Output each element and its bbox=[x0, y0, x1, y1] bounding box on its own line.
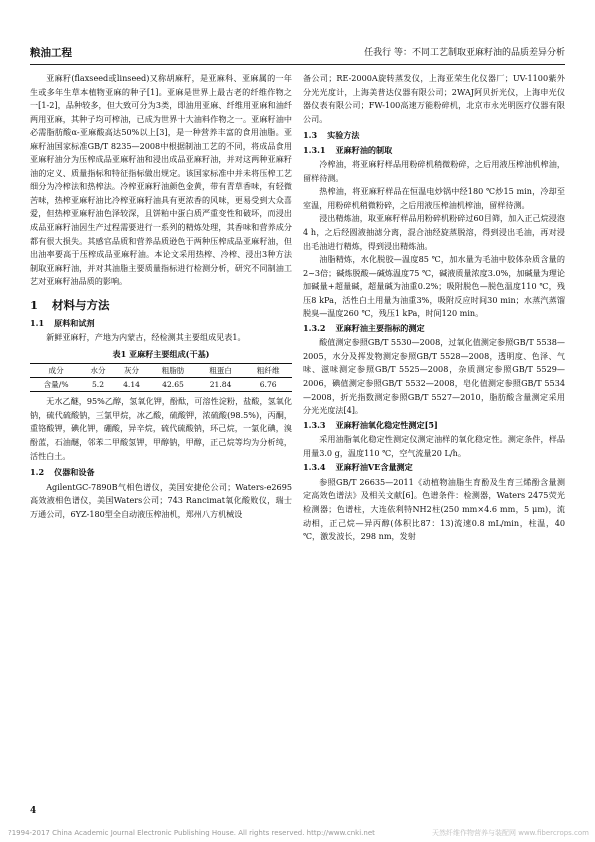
subsubsection-title: 亚麻籽油氧化稳定性测定[5] bbox=[335, 419, 438, 430]
left-column bbox=[30, 72, 292, 521]
cold-press-paragraph: 冷榨油，将亚麻籽样品用粉碎机稍微粉碎，之后用液压榨油机榨油，留样待测。 bbox=[303, 159, 565, 183]
equipment-paragraph: AgilentGC-7890B气相色谱仪，美国安捷伦公司；Waters-e2695高效液相色谱仪，美国Waters公司；743 Rancimat氧化酸败仪，瑞士万通公司，6YZ-180型全自动液压榨油机，郑州八方机械设 bbox=[30, 481, 292, 519]
section-heading-materials bbox=[30, 297, 292, 313]
copyright-notice: ?1994-2017 China Academic Journal Electronic Publishing House. All rights reserved. http://www.cnki.net bbox=[8, 829, 375, 837]
subsubsection-number: 1.3.1 bbox=[303, 144, 326, 155]
equipment-continued-paragraph: 备公司；RE-2000A旋转蒸发仪，上海亚荣生化仪器厂；UV-1100紫外分光光度计，上海美普达仪器有限公司；2WAJ阿贝折光仪，上海申光仪器仪表有限公司；FW-100高速万能粉碎机，北京市永光明医疗仪器有限公司。 bbox=[303, 73, 565, 124]
indicators-paragraph: 酸值测定参照GB/T 5530—2008，过氧化值测定参照GB/T 5538—2005，水分及挥发物测定参照GB/T 5528—2008，透明度、色泽、气味、滋味测定参照GB/T 5525—2008，杂质测定参照GB/T 5529—2006，碘值测定参照GB/T 5532—2008，皂化值测定参照GB/T 5534—2008，折光指数测定参照GB/T 5527—2010，脂肪酸含量测定采用分光光度法[4]。 bbox=[303, 337, 565, 416]
subsection-heading-methods bbox=[303, 129, 565, 143]
table-row-label: 含量/% bbox=[43, 380, 69, 390]
page-number: 4 bbox=[30, 806, 37, 816]
watermark-text: 天然纤维作物营养与装配网 www.fibercrops.com bbox=[432, 829, 589, 837]
table-header-cell: 粗纤维 bbox=[256, 366, 280, 376]
table-header-row bbox=[30, 364, 292, 378]
page-footer bbox=[0, 826, 595, 842]
subsection-title: 仪器和设备 bbox=[54, 467, 95, 478]
subsection-title: 原料和试剂 bbox=[54, 317, 95, 328]
subsubsection-number: 1.3.4 bbox=[303, 462, 326, 473]
table-header-cell: 水分 bbox=[90, 366, 106, 376]
page-header bbox=[30, 44, 565, 65]
subsection-number: 1.2 bbox=[30, 467, 45, 478]
raw-materials-paragraph: 新鲜亚麻籽，产地为内蒙古，经检测其主要组成见表1。 bbox=[46, 332, 246, 343]
subsubsection-heading-indicators bbox=[303, 322, 565, 336]
subsubsection-title: 亚麻籽油主要指标的测定 bbox=[335, 322, 425, 333]
section-number: 1 bbox=[30, 297, 39, 312]
composition-table bbox=[30, 363, 292, 392]
oxidative-stability-paragraph: 采用油脂氧化稳定性测定仪测定油样的氧化稳定性。测定条件，样品用量3.0 g，温度110 ℃，空气流量20 L/h。 bbox=[303, 434, 565, 458]
solvent-extraction-paragraph: 浸出精炼油，取亚麻籽样品用粉碎机粉碎过60目筛，加入正己烷浸泡4 h，之后经圆液抽滤分离，混合油经旋蒸脱溶，得到浸出毛油，再对浸出毛油进行精炼，得到浸出精炼油。 bbox=[303, 213, 565, 251]
table-caption: 表1 亚麻籽主要组成(干基) bbox=[112, 348, 210, 359]
table-header-cell: 成分 bbox=[48, 366, 64, 376]
intro-paragraph: 亚麻籽(flaxseed或linseed)又称胡麻籽，是亚麻科、亚麻属的一年生或多年生草本植物亚麻的种子[1]。亚麻是世界上最古老的纤维作物之一[1-2]，品种较多，但大致可分为3类，即油用亚麻、纤维用亚麻和油纤两用亚麻，其种子均可榨油，已成为世界十大油料作物之一。亚麻籽油中必需脂肪酸α-亚麻酸高达50%以上[3]，是一种营养丰富的食用油脂。亚麻籽油国家标准GB/T 8235—2008中根据制油工艺的不同，将成品食用亚麻籽油分为压榨成品亚麻籽油和浸出成品亚麻籽油，并对这两种亚麻籽油的定义、质量指标和特征指标做出规定。该国家标准中并未将压榨工艺细分为冷榨法和热榨法。冷榨亚麻籽油颜色金黄，带有青草香味，有轻微苦味，热榨亚麻籽油比冷榨亚麻籽油具有更浓香的风味，更易受到大众喜爱，但热榨亚麻籽油色泽较深，且饼粕中蛋白质严重变性和破坏，而浸出成品亚麻籽油因生产过程需要进行一系列的精炼处理，其香味和营养成分都有很大损失。其感官品质和营养品质逊色于两种压榨成品亚麻籽油，但出油率要高于压榨成品亚麻籽油。本论文采用热榨、冷榨、浸出3种方法制取亚麻籽油，并对其油脂主要质量指标进行检测分析，研究不同制油工艺对亚麻籽油品质的影响。 bbox=[30, 73, 292, 287]
subsection-number: 1.1 bbox=[30, 317, 45, 328]
reagents-paragraph: 无水乙醚，95%乙醇，氢氧化钾，酚酞，可溶性淀粉，盐酸，氢氧化钠，硫代硫酸钠，三氯甲烷，冰乙酸，硫酸钾，浓硫酸(98.5%)，丙酮，重铬酸钾，碘化钾，硼酸，异辛烷，硫代硫酸钠，环己烷，一氯化碘，溴酚蓝，石油醚，邻苯二甲酸氢钾，甲醇钠，甲醇，正己烷等均为分析纯，活性白土。 bbox=[30, 396, 292, 461]
table-header-cell: 灰分 bbox=[123, 366, 140, 376]
subsubsection-number: 1.3.2 bbox=[303, 322, 326, 333]
table-cell: 6.76 bbox=[259, 380, 277, 390]
hot-press-paragraph: 热榨油，将亚麻籽样品在恒温电炒锅中经180 ℃炒15 min，冷却至室温，用粉碎机稍微粉碎，之后用液压榨油机榨油，留样待测。 bbox=[303, 186, 565, 210]
table-header-cell: 粗蛋白 bbox=[209, 366, 232, 376]
table-cell: 42.65 bbox=[162, 380, 184, 390]
journal-name: 粮油工程 bbox=[30, 47, 72, 59]
subsubsection-title: 亚麻籽油VE含量测定 bbox=[335, 462, 413, 473]
vitamin-e-paragraph: 参照GB/T 26635—2011《动植物油脂生育酚及生育三烯酚含量测定高效色谱法》及相关文献[6]。色谱条件：检测器，Waters 2475荧光检测器；色谱柱，大连依利特NH2柱(250 mm×4.6 mm，5 μm)，流动相，正己烷—异丙醇(体积比87：13)流速0.8 mL/min，柱温，40 ℃，激发波长，298 nm，发射 bbox=[303, 476, 565, 542]
subsection-heading-equipment bbox=[30, 466, 292, 480]
table-header-cell: 粗脂肪 bbox=[161, 366, 185, 376]
right-column bbox=[303, 72, 565, 544]
refining-paragraph: 油脂精炼，水化脱胶—温度85 ℃，加水量为毛油中胶体杂质含量的2~3倍；碱炼脱酸—碱炼温度75 ℃，碱液质量浓度3.0%，加碱量为理论加碱量+超量碱，超量碱为油重0.2%；吸附脱色—脱色温度110 ℃，残压8 kPa，活性白土用量为油重3%，吸附反应时间30 min；水蒸汽蒸馏脱臭—温度260 ℃，残压1 kPa，时间120 min。 bbox=[303, 254, 565, 319]
subsubsection-number: 1.3.3 bbox=[303, 419, 326, 430]
table-cell: 21.84 bbox=[209, 380, 232, 390]
table-row bbox=[30, 378, 292, 392]
subsubsection-heading-oil-preparation bbox=[303, 144, 565, 158]
section-title: 材料与方法 bbox=[52, 297, 110, 312]
table-cell: 4.14 bbox=[123, 380, 140, 390]
table-cell: 5.2 bbox=[91, 380, 105, 390]
subsection-title: 实验方法 bbox=[327, 130, 360, 141]
running-title: 任我行 等：不同工艺制取亚麻籽油的品质差异分析 bbox=[364, 48, 565, 58]
subsection-heading-raw-materials bbox=[30, 317, 292, 331]
subsubsection-heading-oxidative-stability bbox=[303, 419, 565, 433]
subsubsection-title: 亚麻籽油的制取 bbox=[335, 144, 393, 155]
subsection-number: 1.3 bbox=[303, 130, 318, 141]
subsubsection-heading-vitamin-e bbox=[303, 461, 565, 475]
